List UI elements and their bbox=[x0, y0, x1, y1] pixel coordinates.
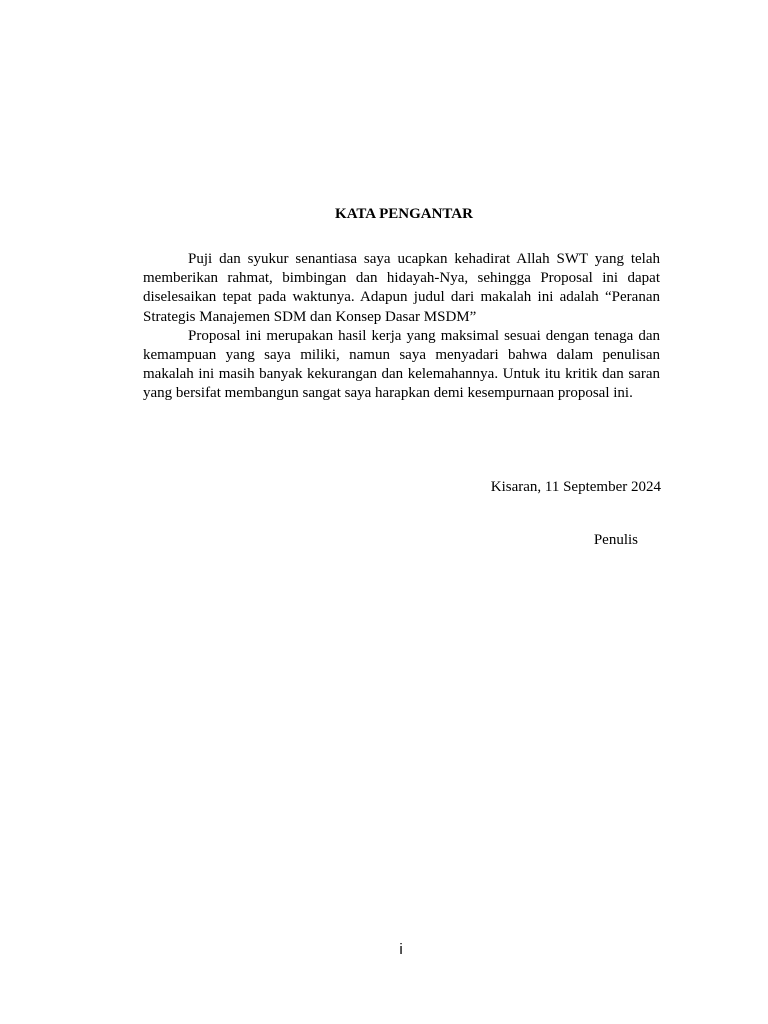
body-text bbox=[143, 250, 660, 404]
closing-place-date: Kisaran, 11 September 2024 bbox=[490, 479, 661, 495]
paragraph-2: Proposal ini merupakan hasil kerja yang maksimal sesuai dengan tenaga dan kemampuan yang saya miliki, namun saya menyadari bahwa dalam penulisan makalah ini masih banyak kekurangan dan kelemahannya. Untuk itu kritik dan saran yang bersifat membangun sangat saya harapkan demi kesempurnaan proposal ini. bbox=[143, 327, 660, 402]
closing-author: Penulis bbox=[593, 532, 638, 548]
page-title: KATA PENGANTAR bbox=[335, 206, 473, 222]
paragraph-1: Puji dan syukur senantiasa saya ucapkan kehadirat Allah SWT yang telah memberikan rahmat, bimbingan dan hidayah-Nya, sehingga Proposal ini dapat diselesaikan tepat pada waktunya. Adapun judul dari makalah ini adalah “Peranan Strategis Manajemen SDM dan Konsep Dasar MSDM” bbox=[143, 251, 660, 325]
page-number: i bbox=[399, 941, 403, 958]
